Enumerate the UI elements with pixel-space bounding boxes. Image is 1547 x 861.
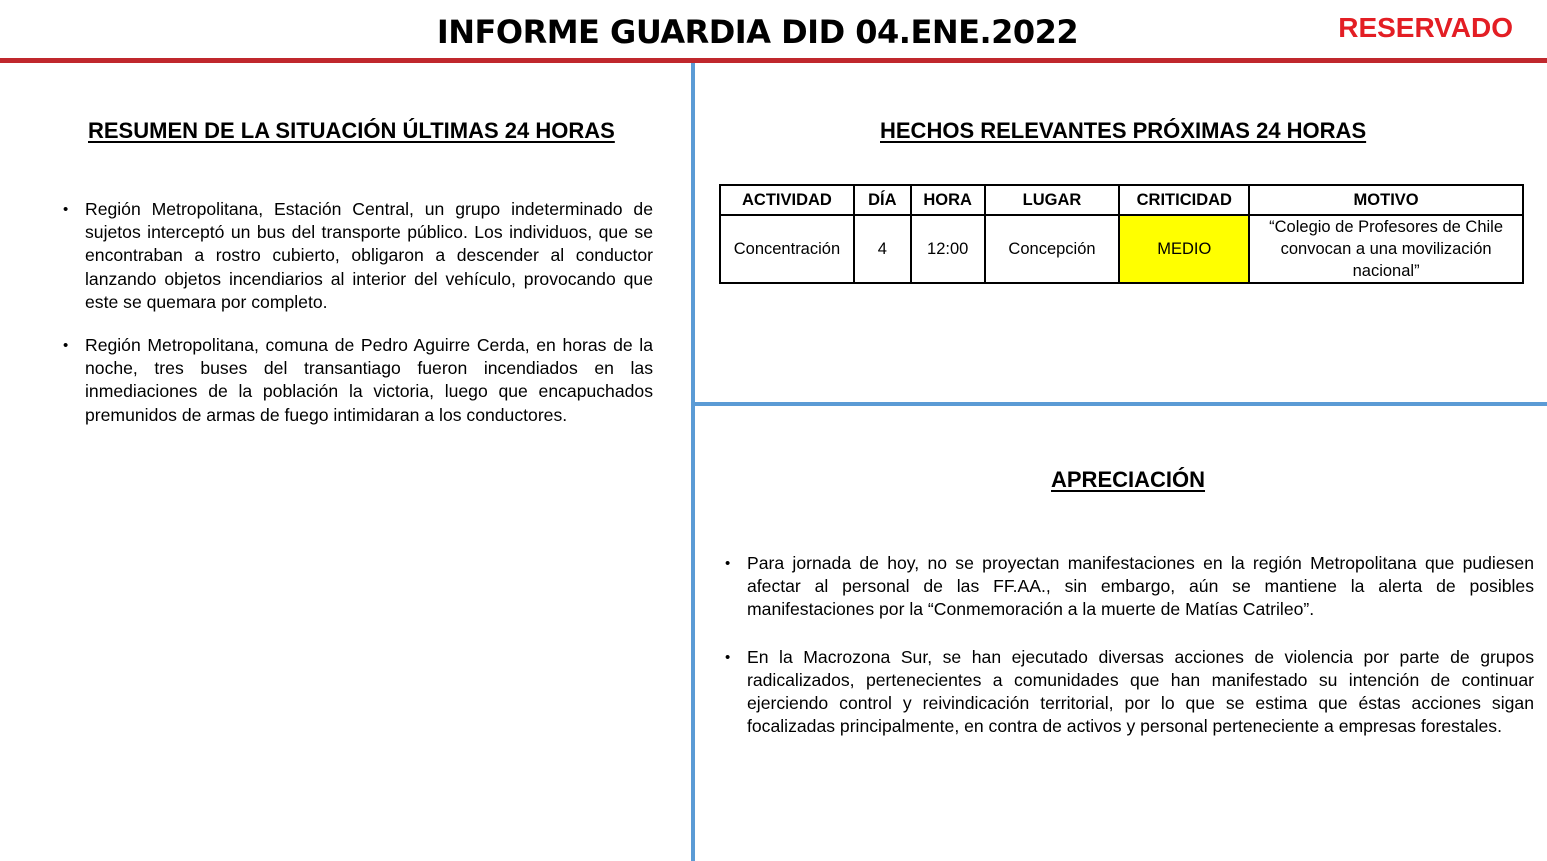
col-header-actividad: ACTIVIDAD [720, 185, 854, 215]
bullet-icon: • [63, 337, 69, 355]
col-header-dia: DÍA [854, 185, 911, 215]
classification-label: RESERVADO [1338, 12, 1513, 43]
events-table [719, 184, 1524, 284]
assessment-heading: APRECIACIÓN [1051, 467, 1206, 492]
summary-list [63, 198, 653, 427]
assessment-text: Para jornada de hoy, no se proyectan manifestaciones en la región Metropolitana que pudiesen afectar al personal de las FF.AA., sin embargo, aún se mantiene la alerta de posibles manifestaciones por la “Conmemoración a la muerte de Matías Catrileo”. [747, 553, 1534, 620]
assessment-list [725, 552, 1534, 738]
table-header-row [720, 185, 1523, 215]
events-heading: HECHOS RELEVANTES PRÓXIMAS 24 HORAS [880, 118, 1367, 143]
bullet-icon: • [725, 555, 731, 572]
summary-text: Región Metropolitana, Estación Central, un grupo indeterminado de sujetos interceptó un bus del transporte público. Los individuos, que se encontraban a rostro cubierto, obligaron a descender al conductor lanzando objetos incendiarios al interior del vehículo, provocando que este se quemara por completo. [85, 199, 653, 312]
summary-heading: RESUMEN DE LA SITUACIÓN ÚLTIMAS 24 HORAS [88, 118, 615, 143]
vertical-divider [691, 63, 695, 861]
cell-lugar: Concepción [985, 215, 1120, 283]
horizontal-divider [695, 402, 1547, 406]
summary-item [63, 334, 653, 427]
header-rule [0, 58, 1547, 63]
col-header-criticidad: CRITICIDAD [1119, 185, 1249, 215]
cell-criticidad: MEDIO [1119, 215, 1249, 283]
cell-actividad: Concentración [720, 215, 854, 283]
col-header-hora: HORA [911, 185, 985, 215]
col-header-motivo: MOTIVO [1249, 185, 1523, 215]
cell-hora: 12:00 [911, 215, 985, 283]
summary-item [63, 198, 653, 314]
summary-text: Región Metropolitana, comuna de Pedro Aguirre Cerda, en horas de la noche, tres buses del transantiago fueron incendiados en las inmediaciones de la población la victoria, luego que encapuchados premunidos de armas de fuego intimidaran a los conductores. [85, 335, 653, 425]
table-row [720, 215, 1523, 283]
bullet-icon: • [725, 648, 731, 666]
report-title: INFORME GUARDIA DID 04.ENE.2022 [436, 13, 1079, 51]
cell-motivo: “Colegio de Profesores de Chile convocan a una movilización nacional” [1249, 215, 1523, 283]
assessment-item [725, 552, 1534, 622]
col-header-lugar: LUGAR [985, 185, 1120, 215]
bullet-icon: • [63, 201, 69, 218]
cell-dia: 4 [854, 215, 911, 283]
assessment-item [725, 646, 1534, 739]
assessment-text: En la Macrozona Sur, se han ejecutado diversas acciones de violencia por parte de grupos radicalizados, pertenecientes a comunidades que han manifestado su intención de continuar ejerciendo control y reivindicación territorial, por lo que se estima que éstas acciones sigan focalizadas principalmente, en contra de activos y personal perteneciente a empresas forestales. [747, 646, 1534, 737]
